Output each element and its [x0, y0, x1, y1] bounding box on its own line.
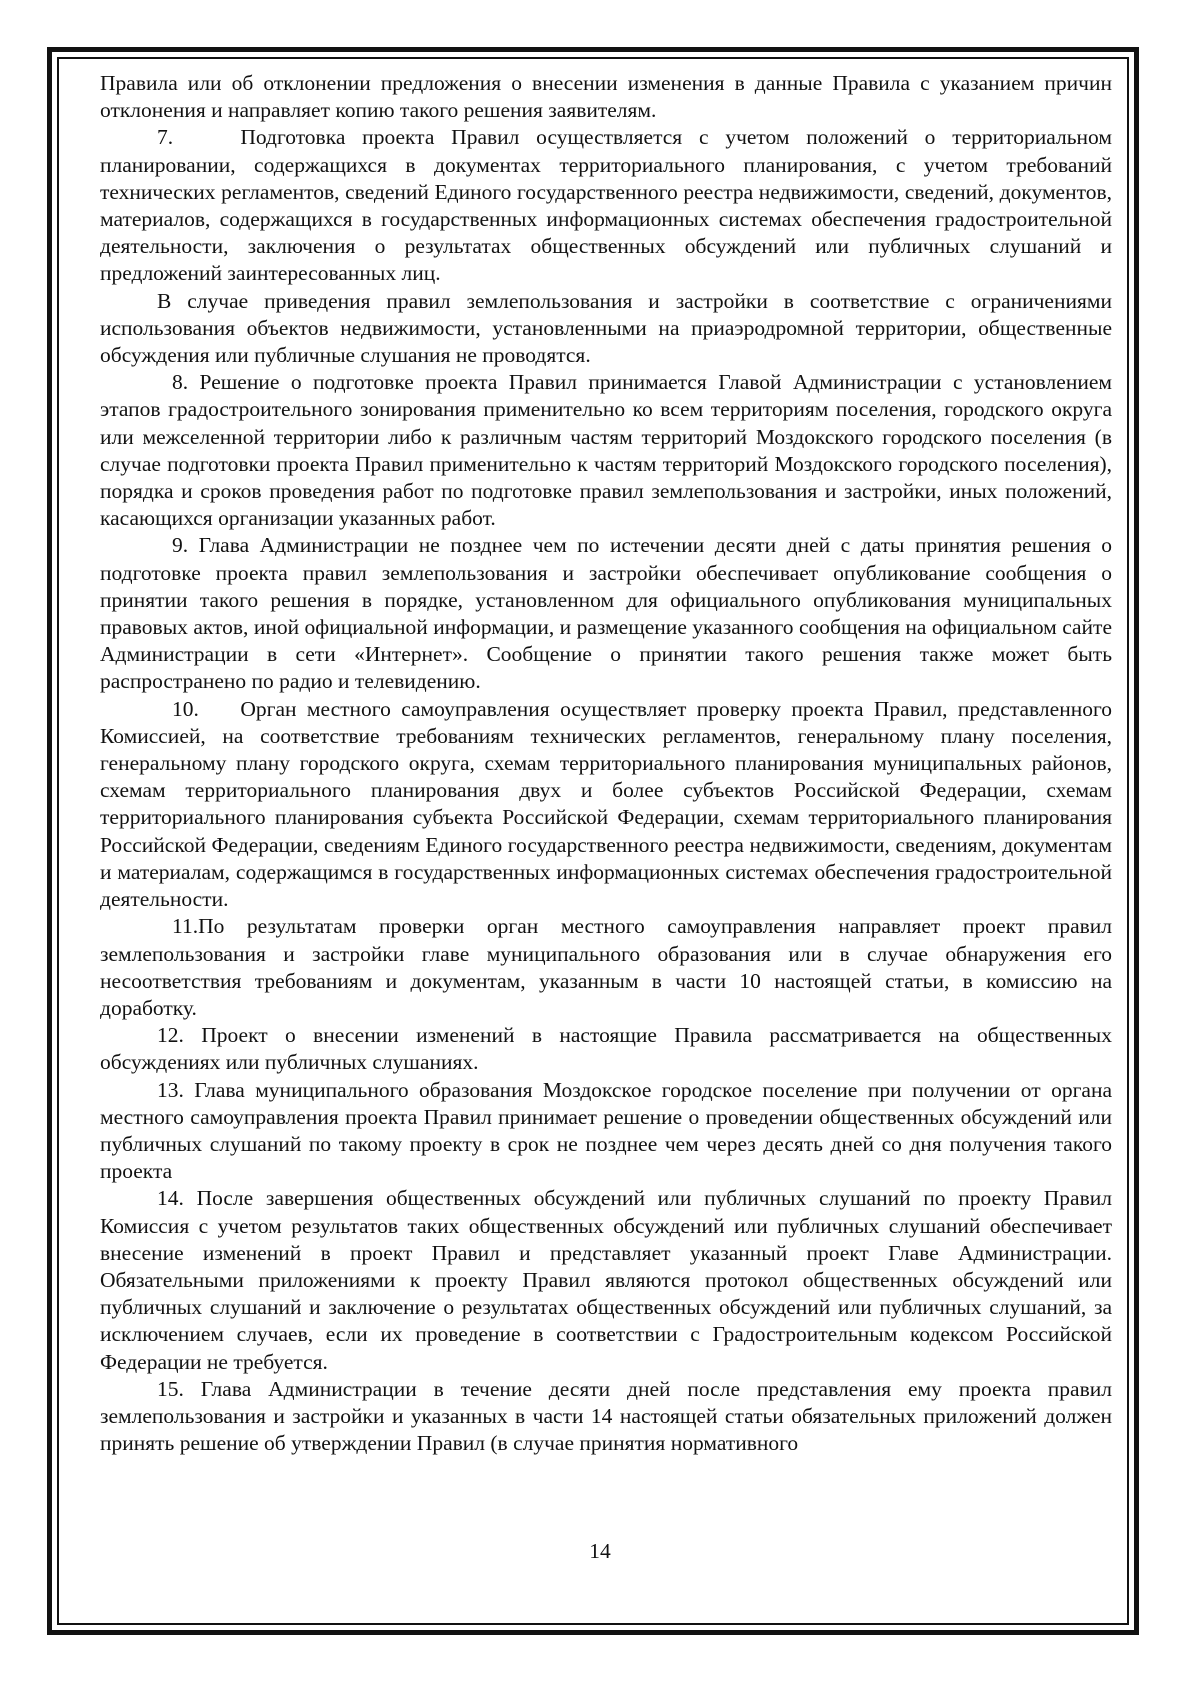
paragraph-7-note: В случае приведения правил землепользования и застройки в соответствие с ограничениями использования объектов недвижимости, установленными на приаэродромной территории, общественные обсуждения или публичные слушания не проводятся.	[100, 288, 1112, 368]
paragraph-13: 13. Глава муниципального образования Моздокское городское поселение при получении от органа местного самоуправления проекта Правил принимает решение о проведении общественных обсуждений или публичных слушаний по такому проекту в срок не позднее чем через десять дней со дня получения такого проекта	[100, 1077, 1112, 1184]
paragraph-10: 10. Орган местного самоуправления осуществляет проверку проекта Правил, представленного Комиссией, на соответствие требованиям технических регламентов, генеральному плану поселения, генеральному плану городского округа, схемам территориального планирования муниципальных районов, схемам территориального планирования двух и более субъектов Российской Федерации, схемам территориального планирования субъекта Российской Федерации, схемам территориального планирования Российской Федерации, сведениям Единого государственного реестра недвижимости, сведениям, документам и материалам, содержащимся в государственных информационных системах обеспечения градостроительной деятельности.	[100, 696, 1112, 912]
document-body	[100, 70, 1112, 1457]
paragraph-14: 14. После завершения общественных обсуждений или публичных слушаний по проекту Правил Комиссия с учетом результатов таких общественных обсуждений или публичных слушаний обеспечивает внесение изменений в проект Правил и представляет указанный проект Главе Администрации. Обязательными приложениями к проекту Правил являются протокол общественных обсуждений или публичных слушаний и заключение о результатах общественных обсуждений или публичных слушаний, за исключением случаев, если их проведение в соответствии с Градостроительным кодексом Российской Федерации не требуется.	[100, 1186, 1112, 1374]
paragraph-9: 9. Глава Администрации не позднее чем по истечении десяти дней с даты принятия решения о подготовке проекта правил землепользования и застройки обеспечивает опубликование сообщения о принятии такого решения в порядке, установленном для официального опубликования муниципальных правовых актов, иной официальной информации, и размещение указанного сообщения на официальном сайте Администрации в сети «Интернет». Сообщение о принятии такого решения также может быть распространено по радио и телевидению.	[100, 533, 1112, 694]
paragraph-11: 11.По результатам проверки орган местного самоуправления направляет проект правил землепользования и застройки главе муниципального образования или в случае обнаружения его несоответствия требованиям и документам, указанным в части 10 настоящей статьи, в комиссию на доработку.	[100, 914, 1112, 1020]
paragraph-15: 15. Глава Администрации в течение десяти дней после представления ему проекта правил землепользования и застройки и указанных в части 14 настоящей статьи обязательных приложений должен принять решение об утверждении Правил (в случае принятия нормативного	[100, 1376, 1112, 1456]
paragraph-continuation: Правила или об отклонении предложения о внесении изменения в данные Правила с указанием причин отклонения и направляет копию такого решения заявителям.	[100, 71, 1112, 123]
paragraph-12: 12. Проект о внесении изменений в настоящие Правила рассматривается на общественных обсуждениях или публичных слушаниях.	[100, 1023, 1112, 1075]
paragraph-7: 7. Подготовка проекта Правил осуществляется с учетом положений о территориальном планировании, содержащихся в документах территориального планирования, с учетом требований технических регламентов, сведений Единого государственного реестра недвижимости, сведений, документов, материалов, содержащихся в государственных информационных системах обеспечения градостроительной деятельности, заключения о результатах общественных обсуждений или публичных слушаний и предложений заинтересованных лиц.	[100, 125, 1112, 286]
paragraph-8: 8. Решение о подготовке проекта Правил принимается Главой Администрации с установлением этапов градостроительного зонирования применительно ко всем территориям поселения, городского округа или межселенной территории либо к различным частям территорий Моздокского городского поселения (в случае подготовки проекта Правил применительно к частям территорий Моздокского городского поселения), порядка и сроков проведения работ по подготовке правил землепользования и застройки, иных положений, касающихся организации указанных работ.	[100, 370, 1112, 531]
page-number: 14	[589, 1539, 611, 1563]
